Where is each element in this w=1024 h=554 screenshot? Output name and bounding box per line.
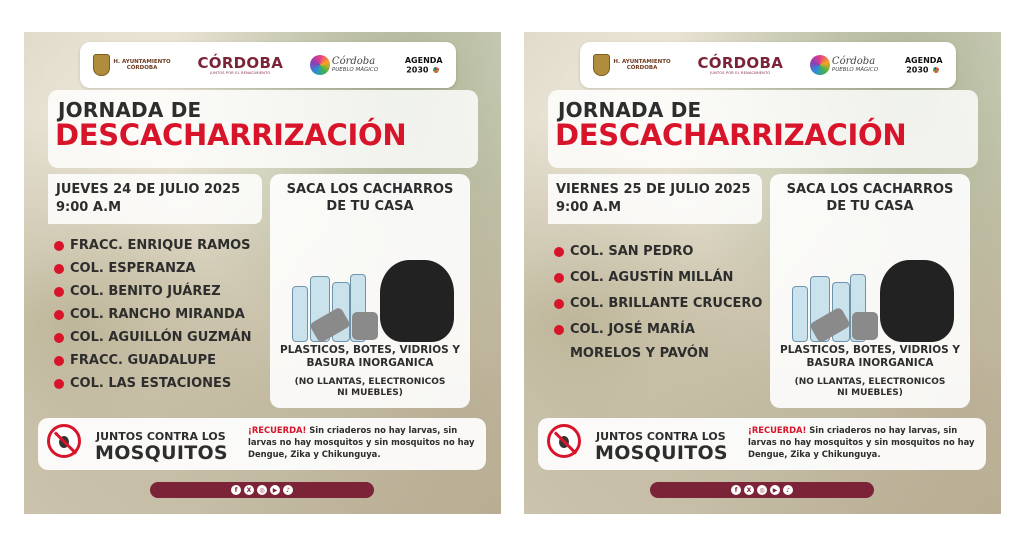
agenda-label: AGENDA [904, 55, 943, 65]
saca-title-line2: DE TU CASA [326, 199, 414, 214]
saca-title-line1: SACA LOS CACHARROS [786, 182, 954, 197]
pueblo-magico-label: PUEBLO MÁGICO [831, 67, 879, 73]
saca-note-line1: (NO LLANTAS, ELECTRONICOS [794, 377, 946, 387]
pueblo-magico-flower-icon [310, 55, 330, 75]
bullet-icon [54, 287, 64, 297]
list-item [54, 261, 252, 284]
list-item [54, 238, 252, 261]
mosquitos-title: MOSQUITOS [595, 442, 728, 464]
saca-title-line1: SACA LOS CACHARROS [286, 182, 454, 197]
cordoba-tagline: JUNTOS POR EL RENACIMIENTO [710, 70, 771, 75]
ayuntamiento-label: H. AYUNTAMIENTO [113, 59, 171, 65]
bullet-icon [554, 273, 564, 283]
saca-items-line1: PLASTICOS, BOTES, VIDRIOS Y [280, 344, 460, 356]
place-name: COL. BRILLANTE CRUCERO [570, 296, 763, 311]
saca-panel [770, 174, 970, 408]
ayuntamiento-city: CÓRDOBA [626, 65, 658, 71]
bullet-icon [54, 310, 64, 320]
agenda-2030-logo [905, 56, 943, 75]
title-descacharrizacion: DESCACHARRIZACIÓN [555, 118, 907, 152]
title-jornada: JORNADA DE [558, 98, 702, 122]
title-descacharrizacion: DESCACHARRIZACIÓN [55, 118, 407, 152]
list-item [54, 353, 252, 376]
pueblo-magico-flower-icon [810, 55, 830, 75]
saca-note-line2: NI MUEBLES) [837, 388, 903, 398]
pueblo-magico-logo [810, 55, 878, 75]
can-icon [352, 312, 378, 340]
list-item [54, 330, 252, 353]
bullet-icon [54, 356, 64, 366]
saca-items-line1: PLASTICOS, BOTES, VIDRIOS Y [780, 344, 960, 356]
list-item [54, 284, 252, 307]
place-name: COL. AGUILLÓN GUZMÁN [70, 330, 252, 345]
bullet-icon [54, 333, 64, 343]
x-icon[interactable]: X [744, 485, 754, 495]
facebook-icon[interactable]: f [231, 485, 241, 495]
cordoba-logo [197, 53, 284, 75]
place-name: FRACC. ENRIQUE RAMOS [70, 238, 251, 253]
place-name: COL. ESPERANZA [70, 261, 196, 276]
recuerda-label: ¡RECUERDA! [748, 425, 807, 435]
bottle-icon [792, 286, 808, 342]
x-icon[interactable]: X [244, 485, 254, 495]
recuerda-body: Sin criaderos no hay larvas, sin larvas no hay mosquitos y sin mosquitos no hay Dengue, Zika y Chikunguya. [748, 425, 975, 459]
bullet-icon [554, 299, 564, 309]
recuerda-text [748, 424, 982, 460]
sdg-wheel-icon [931, 65, 941, 75]
place-name: COL. LAS ESTACIONES [70, 376, 232, 391]
bullet-icon [54, 264, 64, 274]
colonias-list [554, 244, 762, 370]
saca-items [270, 344, 470, 370]
event-date: VIERNES 25 DE JULIO 2025 [556, 182, 751, 197]
saca-items-line2: BASURA INORGANICA [306, 357, 434, 369]
cordoba-logo [697, 53, 784, 75]
cordoba-tagline: JUNTOS POR EL RENACIMIENTO [210, 70, 271, 75]
place-name: COL. JOSÉ MARÍA [570, 322, 695, 337]
trash-bag-icon [380, 260, 454, 342]
pueblo-magico-logo [310, 55, 378, 75]
agenda-year: 2030 [906, 65, 929, 74]
list-item [54, 307, 252, 330]
sdg-wheel-icon [431, 65, 441, 75]
pueblo-magico-city: Córdoba [831, 56, 876, 67]
tiktok-icon[interactable]: ♪ [283, 485, 293, 495]
agenda-year: 2030 [406, 65, 429, 74]
list-item [554, 244, 762, 270]
title-jornada: JORNADA DE [58, 98, 202, 122]
mosquitos-title: MOSQUITOS [95, 442, 228, 464]
instagram-icon[interactable]: ◎ [257, 485, 267, 495]
list-item [54, 376, 252, 399]
saca-note-line1: (NO LLANTAS, ELECTRONICOS [294, 377, 446, 387]
ayuntamiento-label: H. AYUNTAMIENTO [613, 59, 671, 65]
youtube-icon[interactable]: ▶ [270, 485, 280, 495]
list-item [554, 270, 762, 296]
event-time: 9:00 A.M [556, 200, 622, 215]
place-name: COL. BENITO JUÁREZ [70, 284, 221, 299]
saca-items-line2: BASURA INORGANICA [806, 357, 934, 369]
mosquitos-panel [538, 418, 986, 470]
place-name: COL. RANCHO MIRANDA [70, 307, 245, 322]
juntos-contra-label: JUNTOS CONTRA LOS [96, 430, 226, 443]
place-name: MORELOS Y PAVÓN [570, 346, 709, 361]
place-name: FRACC. GUADALUPE [70, 353, 217, 368]
logo-bar [580, 42, 956, 88]
saca-note [270, 377, 470, 399]
list-item-continued [554, 346, 762, 370]
recuerda-body: Sin criaderos no hay larvas, sin larvas no hay mosquitos y sin mosquitos no hay Dengue, Zika y Chikunguya. [248, 425, 475, 459]
pueblo-magico-label: PUEBLO MÁGICO [331, 67, 379, 73]
cordoba-wordmark: CÓRDOBA [697, 53, 784, 72]
facebook-icon[interactable]: f [731, 485, 741, 495]
cordoba-wordmark: CÓRDOBA [197, 53, 284, 72]
bullet-icon [54, 379, 64, 389]
place-name: COL. AGUSTÍN MILLÁN [570, 270, 734, 285]
coat-of-arms-icon [93, 54, 110, 76]
agenda-label: AGENDA [404, 55, 443, 65]
list-item [554, 322, 762, 346]
place-name: COL. SAN PEDRO [570, 244, 694, 259]
mosquitos-panel [38, 418, 486, 470]
social-bar [650, 482, 874, 498]
colonias-list [54, 238, 252, 399]
recuerda-text [248, 424, 482, 460]
poster-july-25 [524, 32, 1001, 514]
saca-items [770, 344, 970, 370]
youtube-icon[interactable]: ▶ [770, 485, 780, 495]
no-mosquito-icon [547, 424, 581, 458]
coat-of-arms-icon [593, 54, 610, 76]
can-icon [852, 312, 878, 340]
trash-bag-icon [880, 260, 954, 342]
ayuntamiento-logo [593, 54, 670, 76]
no-mosquito-icon [47, 424, 81, 458]
instagram-icon[interactable]: ◎ [757, 485, 767, 495]
tiktok-icon[interactable]: ♪ [783, 485, 793, 495]
saca-note-line2: NI MUEBLES) [337, 388, 403, 398]
ayuntamiento-logo [93, 54, 170, 76]
list-item [554, 296, 762, 322]
social-bar [150, 482, 374, 498]
bullet-icon [54, 241, 64, 251]
event-date: JUEVES 24 DE JULIO 2025 [56, 182, 241, 197]
saca-note [770, 377, 970, 399]
saca-title-line2: DE TU CASA [826, 199, 914, 214]
juntos-contra-label: JUNTOS CONTRA LOS [596, 430, 726, 443]
bullet-icon [554, 325, 564, 335]
ayuntamiento-city: CÓRDOBA [126, 65, 158, 71]
agenda-2030-logo [405, 56, 443, 75]
event-time: 9:00 A.M [56, 200, 122, 215]
logo-bar [80, 42, 456, 88]
pueblo-magico-city: Córdoba [331, 56, 376, 67]
bottle-icon [292, 286, 308, 342]
bullet-icon [554, 247, 564, 257]
saca-panel [270, 174, 470, 408]
poster-july-24 [24, 32, 501, 514]
recuerda-label: ¡RECUERDA! [248, 425, 307, 435]
